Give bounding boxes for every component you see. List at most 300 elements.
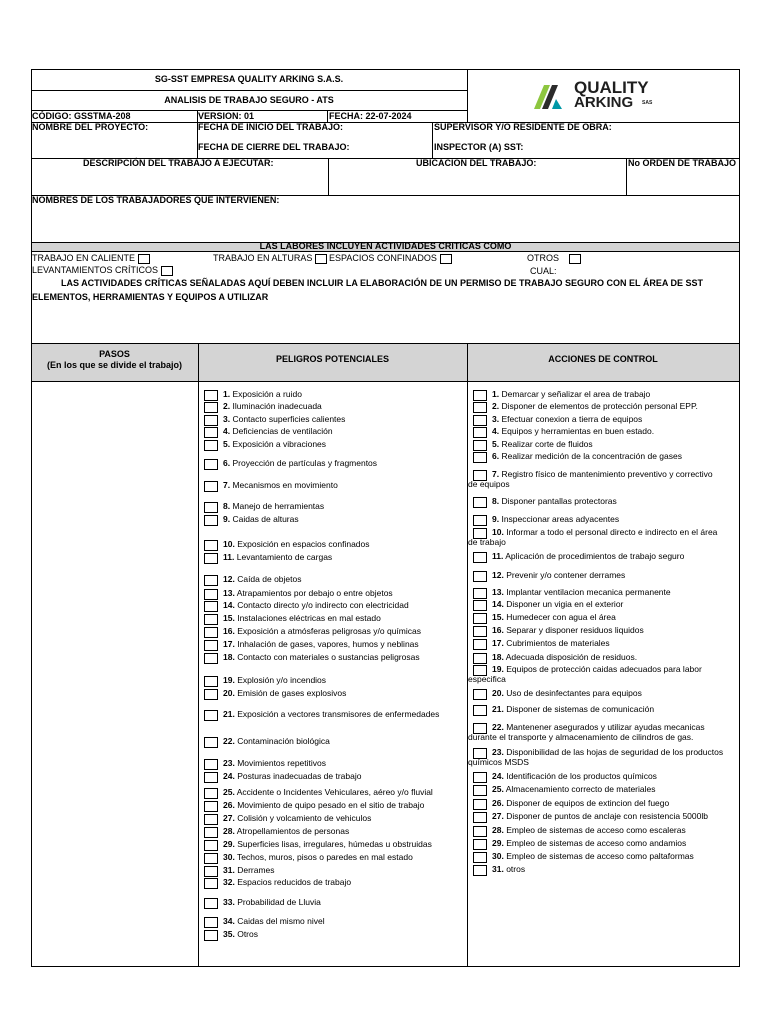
hazard-checkbox[interactable] [204, 866, 218, 877]
hazard-label [223, 916, 325, 926]
hazard-checkbox[interactable] [204, 640, 218, 651]
control-number: 20. [492, 688, 504, 698]
hazard-label [223, 877, 351, 887]
hazard-number: 16. [223, 626, 235, 636]
hazard-label [223, 688, 346, 698]
control-text-continued: de trabajo [468, 537, 506, 547]
hazard-label [223, 480, 338, 490]
steps-header: PASOS [99, 349, 130, 359]
control-number: 17. [492, 638, 504, 648]
hazard-checkbox[interactable] [204, 878, 218, 889]
hazard-label [223, 439, 326, 449]
control-text: Demarcar y señalizar el area de trabajo [501, 389, 651, 399]
control-number: 24. [492, 771, 504, 781]
control-checkbox[interactable] [473, 571, 487, 582]
confined-spaces-label: ESPACIOS CONFINADOS [329, 253, 437, 263]
control-number: 8. [492, 496, 500, 506]
hazard-number: 4. [223, 426, 231, 436]
control-label [492, 704, 654, 714]
control-number: 6. [492, 451, 500, 461]
hazard-text: Emisión de gases explosivos [237, 688, 347, 698]
control-label [492, 722, 705, 732]
control-label [492, 389, 650, 399]
hazard-text: Exposición a vibraciones [232, 439, 327, 449]
hazard-checkbox[interactable] [204, 676, 218, 687]
hazard-checkbox[interactable] [204, 853, 218, 864]
document-date: FECHA: 22-07-2024 [329, 111, 412, 121]
hazard-text: Contacto directo y/o indirecto con electricidad [237, 600, 409, 610]
control-checkbox[interactable] [473, 839, 487, 850]
hazard-label [223, 514, 299, 524]
hazard-text: Instalaciones eléctricas en mal estado [237, 613, 381, 623]
control-checkbox[interactable] [473, 552, 487, 563]
hazard-label [223, 800, 424, 810]
control-text: Cubrimientos de materiales [506, 638, 610, 648]
control-text: Mantenener asegurados y utilizar ayudas mecanicas [506, 722, 705, 732]
control-number: 14. [492, 599, 504, 609]
control-label [492, 401, 698, 411]
control-text: Separar y disponer residuos liquidos [506, 625, 644, 635]
hazard-number: 34. [223, 916, 235, 926]
hazard-checkbox[interactable] [204, 653, 218, 664]
control-number: 9. [492, 514, 500, 524]
hazard-text: Colisión y volcamiento de vehiculos [237, 813, 372, 823]
hazard-label [223, 736, 330, 746]
hazard-number: 7. [223, 480, 231, 490]
document-title: ANALISIS DE TRABAJO SEGURO - ATS [164, 95, 334, 105]
hazard-number: 17. [223, 639, 235, 649]
control-number: 23. [492, 747, 504, 757]
control-checkbox[interactable] [473, 772, 487, 783]
control-number: 18. [492, 652, 504, 662]
control-checkbox[interactable] [473, 613, 487, 624]
others-label: OTROS [527, 253, 560, 263]
hazard-checkbox[interactable] [204, 827, 218, 838]
control-checkbox[interactable] [473, 415, 487, 426]
control-label [492, 825, 686, 835]
hazard-label [223, 552, 332, 562]
control-text: Disponer de puntos de anclaje con resistencia 5000lb [506, 811, 708, 821]
hazard-text: Otros [237, 929, 258, 939]
hazard-number: 8. [223, 501, 231, 511]
hazard-checkbox[interactable] [204, 589, 218, 600]
hazard-checkbox[interactable] [204, 801, 218, 812]
hazard-checkbox[interactable] [204, 840, 218, 851]
control-text: Implantar ventilacion mecanica permanente [506, 587, 671, 597]
hazard-text: Caidas de alturas [232, 514, 299, 524]
control-checkbox[interactable] [473, 440, 487, 451]
hazard-label [223, 929, 258, 939]
hazard-text: Caída de objetos [237, 574, 302, 584]
control-checkbox[interactable] [473, 653, 487, 664]
hazard-checkbox[interactable] [204, 390, 218, 401]
hazard-number: 13. [223, 588, 235, 598]
hazard-label [223, 600, 409, 610]
hazards-list [204, 0, 466, 1024]
control-checkbox[interactable] [473, 785, 487, 796]
control-text-continued: de equipos [468, 479, 510, 489]
inspector-label: INSPECTOR (A) SST: [434, 142, 524, 152]
control-text: Humedecer con agua el área [506, 612, 616, 622]
hazard-text: Contacto superficies calientes [232, 414, 346, 424]
control-number: 25. [492, 784, 504, 794]
hazard-checkbox[interactable] [204, 627, 218, 638]
control-label [492, 652, 637, 662]
control-text: Identificación de los productos químicos [506, 771, 657, 781]
control-text: Uso de desinfectantes para equipos [506, 688, 642, 698]
hazard-text: Probabilidad de Lluvia [237, 897, 321, 907]
hazard-checkbox[interactable] [204, 440, 218, 451]
control-checkbox[interactable] [473, 812, 487, 823]
hazard-text: Manejo de herramientas [232, 501, 325, 511]
hazard-number: 20. [223, 688, 235, 698]
hazard-number: 35. [223, 929, 235, 939]
hazard-number: 10. [223, 539, 235, 549]
hazard-number: 32. [223, 877, 235, 887]
hazard-checkbox[interactable] [204, 427, 218, 438]
control-text: Informar a todo el personal directo e indirecto en el área [506, 527, 718, 537]
control-checkbox[interactable] [473, 799, 487, 810]
lifting-option[interactable] [32, 265, 173, 276]
control-checkbox[interactable] [473, 452, 487, 463]
hazard-text: Caidas del mismo nivel [237, 916, 325, 926]
control-label [492, 587, 671, 597]
control-text: otros [506, 864, 526, 874]
hazard-label [223, 758, 326, 768]
control-text: Aplicación de procedimientos de trabajo seguro [505, 551, 685, 561]
hazard-label [223, 613, 381, 623]
hazard-label [223, 826, 349, 836]
control-number: 13. [492, 587, 504, 597]
hazard-label [223, 787, 433, 797]
control-number: 15. [492, 612, 504, 622]
hazard-number: 24. [223, 771, 235, 781]
control-label [492, 664, 702, 674]
hazard-number: 31. [223, 865, 235, 875]
which-label: CUAL: [530, 266, 557, 276]
control-checkbox[interactable] [473, 390, 487, 401]
hazard-number: 1. [223, 389, 231, 399]
hazard-text: Posturas inadecuadas de trabajo [237, 771, 362, 781]
control-checkbox[interactable] [473, 515, 487, 526]
control-label [492, 451, 682, 461]
control-text: Almacenamiento correcto de materiales [505, 784, 656, 794]
hazard-label [223, 414, 345, 424]
control-text: Equipos y herramientas en buen estado. [501, 426, 655, 436]
hazard-checkbox[interactable] [204, 614, 218, 625]
hazard-label [223, 539, 370, 549]
hazard-checkbox[interactable] [204, 689, 218, 700]
hazard-label [223, 771, 361, 781]
control-text: Equipos de protección caidas adecuados para labor [506, 664, 702, 674]
hazard-number: 28. [223, 826, 235, 836]
critical-notice: LAS ACTIVIDADES CRÍTICAS SEÑALADAS AQUÍ DEBEN INCLUIR LA ELABORACIÓN DE UN PERMISO DE TRABAJO SEGURO CON EL ÁREA DE SST [61, 278, 704, 288]
control-number: 11. [492, 551, 504, 561]
hazard-text: Iluminación inadecuada [232, 401, 322, 411]
logo-text-arking: ARKING [574, 94, 634, 111]
hazard-checkbox[interactable] [204, 601, 218, 612]
hazard-text: Contaminación biológica [237, 736, 330, 746]
control-number: 3. [492, 414, 500, 424]
control-label [492, 625, 644, 635]
control-text: Disponer de equipos de extincion del fuego [506, 798, 670, 808]
control-label [492, 838, 686, 848]
hot-work-label: TRABAJO EN CALIENTE [32, 253, 136, 263]
hazard-checkbox[interactable] [204, 575, 218, 586]
hazard-label [223, 675, 326, 685]
control-text: Inspeccionar areas adyacentes [501, 514, 620, 524]
control-label [492, 496, 617, 506]
hazard-text: Exposición a ruido [232, 389, 302, 399]
control-checkbox[interactable] [473, 705, 487, 716]
hazard-number: 15. [223, 613, 235, 623]
control-checkbox[interactable] [473, 402, 487, 413]
control-label [492, 688, 642, 698]
hazard-number: 19. [223, 675, 235, 685]
workers-label: NOMBRES DE LOS TRABAJADORES QUE INTERVIENEN: [32, 195, 280, 205]
control-text: Empleo de sistemas de acceso como andamios [506, 838, 687, 848]
hazard-label [223, 652, 420, 662]
hazard-number: 21. [223, 709, 235, 719]
hazard-label [223, 501, 324, 511]
control-label [492, 527, 717, 537]
control-number: 2. [492, 401, 500, 411]
hazard-text: Espacios reducidos de trabajo [237, 877, 352, 887]
controls-list [468, 0, 739, 1024]
control-number: 10. [492, 527, 504, 537]
control-number: 27. [492, 811, 504, 821]
control-number: 19. [492, 664, 504, 674]
control-label [492, 570, 625, 580]
start-date-label: FECHA DE INICIO DEL TRABAJO: [198, 122, 344, 132]
control-checkbox[interactable] [473, 865, 487, 876]
logo-text-sas: SAS [642, 100, 653, 106]
control-label [492, 426, 654, 436]
end-date-label: FECHA DE CIERRE DEL TRABAJO: [198, 142, 350, 152]
hazard-number: 29. [223, 839, 235, 849]
order-number-label: No ORDEN DE TRABAJO [628, 158, 737, 168]
control-text: Disponer pantallas protectoras [501, 496, 617, 506]
hazard-text: Exposición a vectores transmisores de enfermedades [237, 709, 440, 719]
control-checkbox[interactable] [473, 427, 487, 438]
hazard-number: 22. [223, 736, 235, 746]
hazard-text: Movimientos repetitivos [237, 758, 327, 768]
hazard-text: Levantamiento de cargas [236, 552, 333, 562]
hazard-text: Inhalación de gases, vapores, humos y neblinas [237, 639, 419, 649]
hazard-number: 5. [223, 439, 231, 449]
control-number: 31. [492, 864, 504, 874]
hazard-checkbox[interactable] [204, 481, 218, 492]
hazard-label [223, 426, 333, 436]
control-text: Disponer un vigia en el exterior [506, 599, 624, 609]
hazard-checkbox[interactable] [204, 759, 218, 770]
hazard-label [223, 588, 393, 598]
hazard-text: Exposición a atmósferas peligrosas y/o químicas [237, 626, 421, 636]
control-number: 1. [492, 389, 500, 399]
control-label [492, 414, 642, 424]
control-label [492, 551, 684, 561]
hazard-text: Superficies lisas, irregulares, húmedas u obstruidas [237, 839, 432, 849]
hazard-label [223, 458, 377, 468]
hazard-text: Proyección de partículas y fragmentos [232, 458, 378, 468]
control-label [492, 638, 610, 648]
hazard-label [223, 709, 439, 719]
control-checkbox[interactable] [473, 639, 487, 650]
hazard-checkbox[interactable] [204, 788, 218, 799]
hazard-label [223, 865, 275, 875]
control-checkbox[interactable] [473, 497, 487, 508]
control-label [492, 798, 669, 808]
control-text: Empleo de sistemas de acceso como paltaformas [506, 851, 694, 861]
hazard-checkbox[interactable] [204, 459, 218, 470]
heights-label: TRABAJO EN ALTURAS [213, 253, 313, 263]
hazard-checkbox[interactable] [204, 553, 218, 564]
hazard-checkbox[interactable] [204, 737, 218, 748]
control-text: Realizar medición de la concentración de gases [501, 451, 682, 461]
logo-text-quality: QUALITY [574, 78, 649, 97]
control-checkbox[interactable] [473, 626, 487, 637]
control-number: 22. [492, 722, 504, 732]
hazard-checkbox[interactable] [204, 930, 218, 941]
critical-activities-title: LAS LABORES INCLUYEN ACTIVIDADES CRITICAS COMO [259, 241, 512, 251]
control-number: 7. [492, 469, 500, 479]
hazard-number: 25. [223, 787, 235, 797]
control-label [492, 439, 593, 449]
hazard-text: Movimiento de quipo pesado en el sitio de trabajo [237, 800, 425, 810]
control-text: Prevenir y/o contener derrames [506, 570, 626, 580]
hazard-text: Atrapamientos por debajo o entre objetos [236, 588, 393, 598]
hazard-number: 30. [223, 852, 235, 862]
hazard-label [223, 626, 421, 636]
hazard-number: 14. [223, 600, 235, 610]
project-name-label: NOMBRE DEL PROYECTO: [32, 122, 149, 132]
hazard-text: Exposición en espacios confinados [237, 539, 370, 549]
control-checkbox[interactable] [473, 826, 487, 837]
hot-work-checkbox[interactable] [138, 254, 150, 264]
hazard-text: Contacto con materiales o sustancias peligrosas [237, 652, 420, 662]
hazard-number: 3. [223, 414, 231, 424]
hazard-checkbox[interactable] [204, 415, 218, 426]
description-label: DESCRIPCIÓN DEL TRABAJO A EJECUTAR: [83, 158, 274, 168]
control-number: 16. [492, 625, 504, 635]
control-label [492, 864, 525, 874]
hazard-label [223, 389, 302, 399]
hazard-label [223, 574, 301, 584]
control-text: Disponer de elementos de protección personal EPP. [501, 401, 698, 411]
document-version: VERSION: 01 [198, 111, 255, 121]
hazard-number: 18. [223, 652, 235, 662]
document-code: CÓDIGO: GSSTMA-208 [32, 111, 131, 121]
location-label: UBICACION DEL TRABAJO: [416, 158, 537, 168]
control-label [492, 811, 708, 821]
hazard-text: Accidente o Incidentes Vehiculares, aéreo y/o fluvial [236, 787, 433, 797]
hazard-text: Derrames [237, 865, 275, 875]
hazard-number: 26. [223, 800, 235, 810]
control-text: Realizar corte de fluidos [501, 439, 593, 449]
steps-subheader: (En los que se divide el trabajo) [46, 360, 183, 370]
control-number: 5. [492, 439, 500, 449]
hazard-number: 11. [223, 552, 235, 562]
control-label [492, 747, 723, 757]
control-text: Registro físico de mantenimiento preventivo y correctivo [501, 469, 713, 479]
hazard-text: Deficiencias de ventilación [232, 426, 333, 436]
control-number: 30. [492, 851, 504, 861]
hazard-text: Explosión y/o incendios [237, 675, 327, 685]
hazard-label [223, 639, 419, 649]
hazard-label [223, 813, 371, 823]
tools-label: ELEMENTOS, HERRAMIENTAS Y EQUIPOS A UTILIZAR [32, 292, 269, 302]
control-label [492, 469, 713, 479]
hazard-checkbox[interactable] [204, 898, 218, 909]
hazard-checkbox[interactable] [204, 814, 218, 825]
control-checkbox[interactable] [473, 600, 487, 611]
hazard-number: 33. [223, 897, 235, 907]
lifting-checkbox[interactable] [161, 266, 173, 276]
supervisor-label: SUPERVISOR Y/O RESIDENTE DE OBRA: [434, 122, 612, 132]
hazard-checkbox[interactable] [204, 710, 218, 721]
hazard-number: 2. [223, 401, 231, 411]
control-number: 12. [492, 570, 504, 580]
hazard-checkbox[interactable] [204, 772, 218, 783]
control-text: Empleo de sistemas de acceso como escaleras [506, 825, 686, 835]
control-number: 26. [492, 798, 504, 808]
control-text-continued: durante el transporte y almacenamiento de cilindros de gas. [468, 732, 694, 742]
hazard-label [223, 852, 413, 862]
hazard-label [223, 401, 322, 411]
control-text: Disponibilidad de las hojas de seguridad de los productos [506, 747, 724, 757]
control-text-continued: químicos MSDS [468, 757, 529, 767]
control-label [492, 612, 616, 622]
hot-work-option[interactable] [32, 253, 150, 264]
hazard-label [223, 897, 321, 907]
hazard-checkbox[interactable] [204, 402, 218, 413]
control-number: 21. [492, 704, 504, 714]
control-text-continued: especifica [468, 674, 506, 684]
control-checkbox[interactable] [473, 689, 487, 700]
hazard-checkbox[interactable] [204, 515, 218, 526]
control-label [492, 514, 619, 524]
controls-header: ACCIONES DE CONTROL [548, 354, 658, 364]
control-label [492, 851, 694, 861]
hazards-header: PELIGROS POTENCIALES [275, 354, 389, 364]
company-name: SG-SST EMPRESA QUALITY ARKING S.A.S. [154, 74, 344, 84]
control-checkbox[interactable] [473, 852, 487, 863]
hazard-number: 27. [223, 813, 235, 823]
hazard-label [223, 839, 432, 849]
control-number: 4. [492, 426, 500, 436]
control-label [492, 784, 656, 794]
control-number: 29. [492, 838, 504, 848]
control-label [492, 771, 657, 781]
control-number: 28. [492, 825, 504, 835]
hazard-checkbox[interactable] [204, 917, 218, 928]
control-text: Adecuada disposición de residuos. [505, 652, 638, 662]
control-text: Efectuar conexion a tierra de equipos [501, 414, 643, 424]
hazard-text: Mecanismos en movimiento [232, 480, 338, 490]
hazard-text: Atropellamientos de personas [236, 826, 350, 836]
hazard-checkbox[interactable] [204, 502, 218, 513]
control-checkbox[interactable] [473, 588, 487, 599]
hazard-number: 12. [223, 574, 235, 584]
control-label [492, 599, 623, 609]
hazard-number: 6. [223, 458, 231, 468]
lifting-label: LEVANTAMIENTOS CRÍTICOS [32, 265, 159, 275]
control-text: Disponer de sistemas de comunicación [506, 704, 655, 714]
hazard-number: 9. [223, 514, 231, 524]
hazard-checkbox[interactable] [204, 540, 218, 551]
hazard-number: 23. [223, 758, 235, 768]
hazard-text: Techos, muros, pisos o paredes en mal estado [237, 852, 413, 862]
